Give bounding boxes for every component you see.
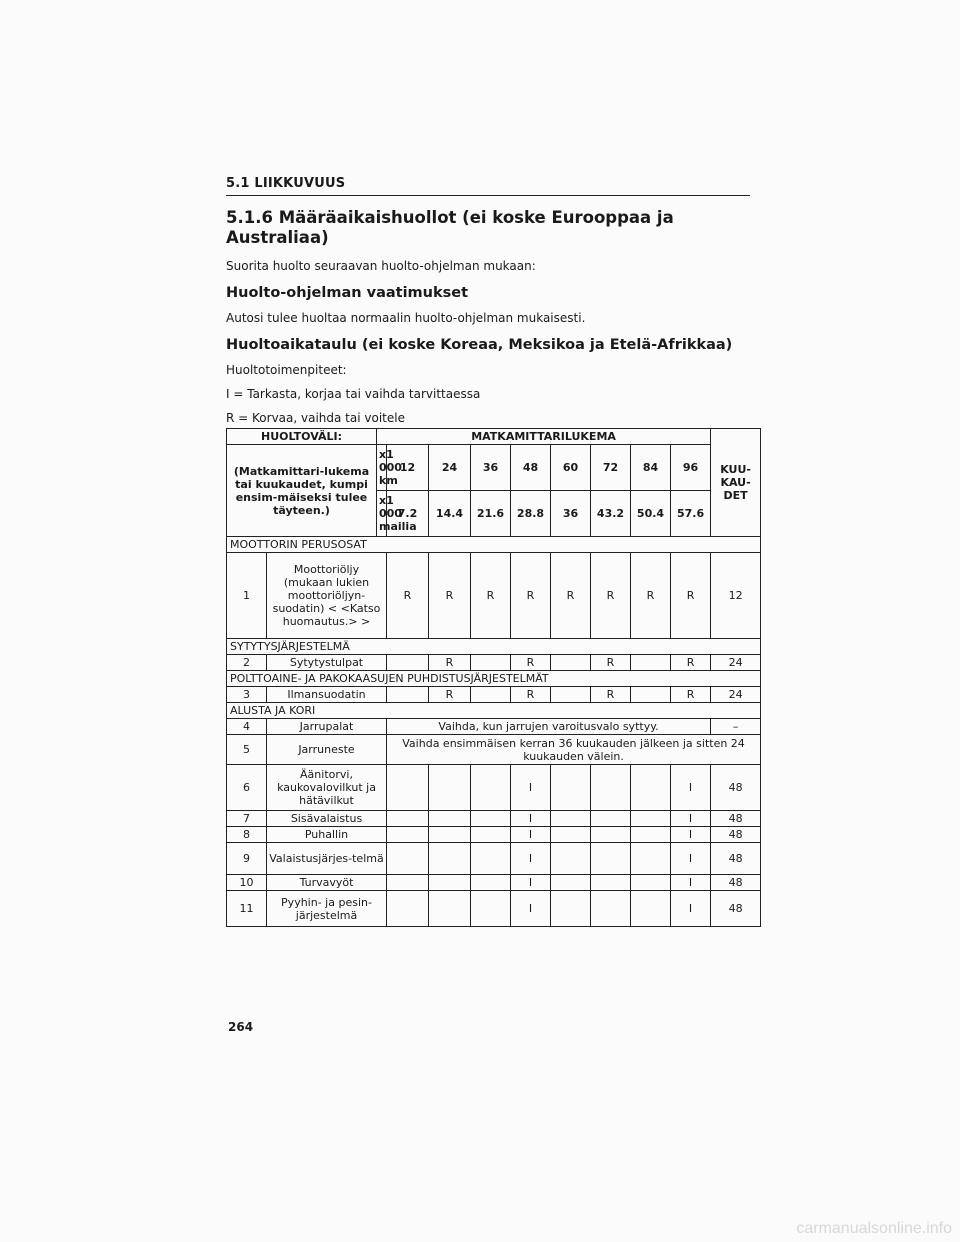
cell — [387, 843, 429, 875]
cell: R — [631, 553, 671, 639]
km-value: 96 — [671, 445, 711, 491]
row-months: 24 — [711, 655, 761, 671]
cell: R — [429, 553, 471, 639]
cell — [591, 811, 631, 827]
cell — [631, 891, 671, 927]
row-item: Sisävalaistus — [267, 811, 387, 827]
km-value: 72 — [591, 445, 631, 491]
cell — [387, 687, 429, 703]
cell — [387, 765, 429, 811]
cell: I — [511, 827, 551, 843]
row-number: 7 — [227, 811, 267, 827]
cell — [387, 811, 429, 827]
unit-miles: x1 000 mailia — [377, 491, 387, 537]
cell — [429, 891, 471, 927]
km-value: 84 — [631, 445, 671, 491]
row-number: 5 — [227, 735, 267, 765]
cell: R — [511, 655, 551, 671]
cell — [387, 891, 429, 927]
cell: I — [671, 765, 711, 811]
mi-value: 7.2 — [387, 491, 429, 537]
cell — [591, 843, 631, 875]
row-number: 10 — [227, 875, 267, 891]
subheading-requirements: Huolto-ohjelman vaatimukset — [226, 285, 469, 301]
months-header: KUU-KAU-DET — [711, 429, 761, 537]
row-months: 48 — [711, 827, 761, 843]
page-number: 264 — [228, 1020, 254, 1034]
unit-km: x1 000 km — [377, 445, 387, 491]
cell — [551, 891, 591, 927]
cell: R — [551, 553, 591, 639]
subheading-schedule: Huoltoaikataulu (ei koske Koreaa, Meksikoa ja Etelä-Afrikkaa) — [226, 337, 733, 353]
section-header: 5.1 LIIKKUVUUS — [226, 176, 750, 196]
requirements-text: Autosi tulee huoltaa normaalin huolto-ohjelman mukaisesti. — [226, 311, 586, 325]
cell — [631, 687, 671, 703]
footer-watermark: carmanualsonline.info — [796, 1220, 952, 1237]
row-item: Valaistusjärjes-telmä — [267, 843, 387, 875]
row-number: 2 — [227, 655, 267, 671]
odometer-header: MATKAMITTARILUKEMA — [377, 429, 711, 445]
cell: R — [387, 553, 429, 639]
group-ignition: SYTYTYSJÄRJESTELMÄ — [227, 639, 761, 655]
cell — [429, 811, 471, 827]
cell — [387, 875, 429, 891]
row-item: Jarrupalat — [267, 719, 387, 735]
actions-label: Huoltotoimenpiteet: — [226, 363, 347, 377]
cell — [429, 765, 471, 811]
row-item: Sytytystulpat — [267, 655, 387, 671]
row-item: Turvavyöt — [267, 875, 387, 891]
cell — [631, 843, 671, 875]
table-row — [227, 843, 761, 875]
mi-value: 43.2 — [591, 491, 631, 537]
cell — [471, 687, 511, 703]
row-number: 3 — [227, 687, 267, 703]
row-item: Moottoriöljy (mukaan lukien moottoriöljyn-suodatin) < <Katso huomautus.> > — [267, 553, 387, 639]
row-note: Vaihda ensimmäisen kerran 36 kuukauden jälkeen ja sitten 24 kuukauden välein. — [387, 735, 761, 765]
row-months: 48 — [711, 765, 761, 811]
cell: I — [511, 875, 551, 891]
cell — [551, 811, 591, 827]
row-number: 4 — [227, 719, 267, 735]
cell — [551, 843, 591, 875]
cell: I — [671, 843, 711, 875]
cell: R — [671, 655, 711, 671]
page-title: 5.1.6 Määräaikaishuollot (ei koske Eurooppaa ja Australiaa) — [226, 208, 674, 247]
table-row — [227, 811, 761, 827]
cell — [551, 827, 591, 843]
cell — [591, 875, 631, 891]
row-item: Ilmansuodatin — [267, 687, 387, 703]
km-value: 12 — [387, 445, 429, 491]
row-months: 48 — [711, 811, 761, 827]
row-item: Jarruneste — [267, 735, 387, 765]
intro-text: Suorita huolto seuraavan huolto-ohjelman mukaan: — [226, 259, 536, 273]
mi-value: 36 — [551, 491, 591, 537]
maintenance-table — [226, 428, 761, 927]
cell — [429, 875, 471, 891]
cell — [631, 765, 671, 811]
table-row — [227, 719, 761, 735]
row-number: 6 — [227, 765, 267, 811]
cell — [551, 875, 591, 891]
cell: I — [511, 765, 551, 811]
cell — [591, 827, 631, 843]
row-note: Vaihda, kun jarrujen varoitusvalo syttyy. — [387, 719, 711, 735]
table-row — [227, 735, 761, 765]
cell — [387, 655, 429, 671]
cell: I — [671, 891, 711, 927]
interval-description: (Matkamittari-lukema tai kuukaudet, kumpi ensim-mäiseksi tulee täyteen.) — [227, 445, 377, 537]
legend-replace: R = Korvaa, vaihda tai voitele — [226, 411, 405, 425]
cell: R — [429, 687, 471, 703]
row-months: 24 — [711, 687, 761, 703]
cell — [631, 655, 671, 671]
row-item: Äänitorvi, kaukovalovilkut ja hätävilkut — [267, 765, 387, 811]
cell — [591, 891, 631, 927]
cell: R — [511, 553, 551, 639]
cell: I — [671, 875, 711, 891]
mi-value: 14.4 — [429, 491, 471, 537]
cell: R — [671, 553, 711, 639]
km-value: 36 — [471, 445, 511, 491]
cell: R — [591, 687, 631, 703]
legend-inspect: I = Tarkasta, korjaa tai vaihda tarvittaessa — [226, 387, 481, 401]
table-row — [227, 891, 761, 927]
cell: I — [511, 891, 551, 927]
row-months: 48 — [711, 843, 761, 875]
cell — [631, 811, 671, 827]
cell: I — [671, 827, 711, 843]
cell: R — [511, 687, 551, 703]
row-number: 9 — [227, 843, 267, 875]
cell — [471, 875, 511, 891]
cell: I — [511, 843, 551, 875]
row-months: – — [711, 719, 761, 735]
group-chassis-body: ALUSTA JA KORI — [227, 703, 761, 719]
cell — [429, 843, 471, 875]
table-row — [227, 765, 761, 811]
table-row — [227, 827, 761, 843]
cell — [631, 827, 671, 843]
cell — [471, 827, 511, 843]
table-row — [227, 875, 761, 891]
row-months: 12 — [711, 553, 761, 639]
cell: I — [511, 811, 551, 827]
row-number: 11 — [227, 891, 267, 927]
mi-value: 28.8 — [511, 491, 551, 537]
km-value: 24 — [429, 445, 471, 491]
row-item: Puhallin — [267, 827, 387, 843]
cell — [471, 811, 511, 827]
row-months: 48 — [711, 891, 761, 927]
cell: R — [471, 553, 511, 639]
row-item: Pyyhin- ja pesin-järjestelmä — [267, 891, 387, 927]
km-value: 60 — [551, 445, 591, 491]
cell: R — [671, 687, 711, 703]
table-row — [227, 655, 761, 671]
cell — [471, 765, 511, 811]
cell: R — [591, 655, 631, 671]
cell — [551, 655, 591, 671]
mi-value: 50.4 — [631, 491, 671, 537]
cell: R — [591, 553, 631, 639]
interval-header: HUOLTOVÄLI: — [227, 429, 377, 445]
cell — [591, 765, 631, 811]
mi-value: 57.6 — [671, 491, 711, 537]
cell: I — [671, 811, 711, 827]
cell — [631, 875, 671, 891]
table-row — [227, 687, 761, 703]
cell — [471, 655, 511, 671]
cell — [471, 843, 511, 875]
row-months: 48 — [711, 875, 761, 891]
cell — [471, 891, 511, 927]
cell — [551, 765, 591, 811]
group-engine: MOOTTORIN PERUSOSAT — [227, 537, 761, 553]
row-number: 1 — [227, 553, 267, 639]
mi-value: 21.6 — [471, 491, 511, 537]
km-value: 48 — [511, 445, 551, 491]
group-fuel-emission: POLTTOAINE- JA PAKOKAASUJEN PUHDISTUSJÄRJESTELMÄT — [227, 671, 761, 687]
cell — [387, 827, 429, 843]
table-row — [227, 553, 761, 639]
page-content — [226, 176, 750, 927]
cell — [429, 827, 471, 843]
cell — [551, 687, 591, 703]
row-number: 8 — [227, 827, 267, 843]
cell: R — [429, 655, 471, 671]
